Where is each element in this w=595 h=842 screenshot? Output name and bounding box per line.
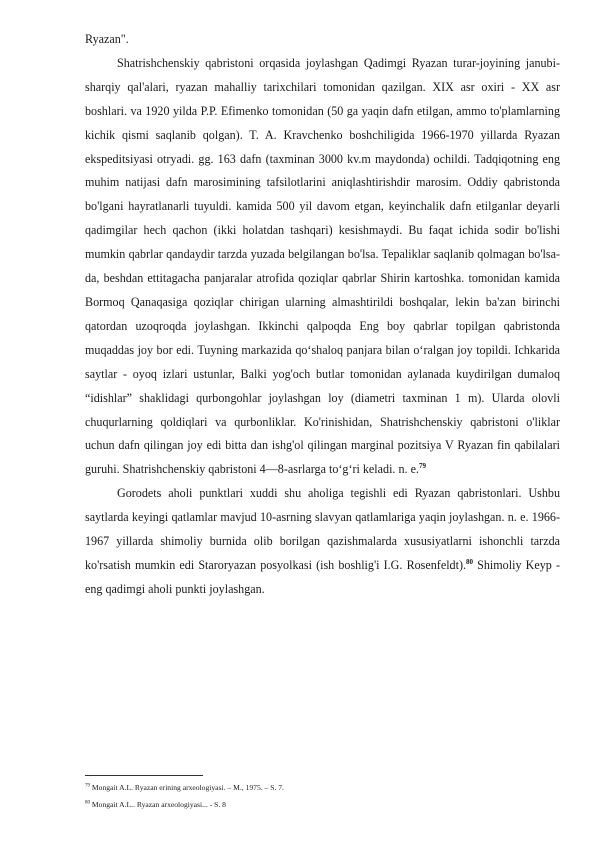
paragraph-2 — [85, 482, 560, 602]
footnote-text: Mongait A.L.. Ryazan arxeologiyasi... - S. 8 — [90, 800, 226, 809]
footnote-number: 79 — [85, 783, 90, 789]
footnotes — [85, 779, 560, 813]
paragraph-1-text: Shatrishchenskiy qabristoni orqasida joylashgan Qadimgi Ryazan turar-joyining janubi-sharqiy qal'alari, ryazan mahalliy tarixchilari tomonidan qazilgan. XIX asr oxiri - XX asr boshlari. va 1920 yilda P.P. Efimenko tomonidan (50 ga yaqin dafn etilgan, ammo to'plamlarning kichik qismi saqlanib qolgan). T. A. Kravchenko boshchiligida 1966-1970 yillarda Ryazan ekspeditsiyasi otryadi. gg. 163 dafn (taxminan 3000 kv.m maydonda) ochildi. Tadqiqotning eng muhim natijasi dafn marosimining tafsilotlarini aniqlashtirishdir marosim. Oddiy qabristonda bo'lgani hayratlanarli tuyuldi. kamida 500 yil davom etgan, keyinchalik dafn etilganlar deyarli qadimgilar hech qachon (ikki holatdan tashqari) kesishmaydi. Bu faqat ichida sodir bo'lishi mumkin qabrlar qandaydir tarzda yuzada belgilangan bo'lsa. Tepaliklar saqlanib qolmagan bo'lsa-da, beshdan ettitagacha panjaralar atrofida qoziqlar qabrlar Shirin kartoshka. tomonidan kamida Bormoq Qanaqasiga qoziqlar chirigan ularning almashtirildi boshqalar, lekin ba'zan birinchi qatordan uzoqroqda joylashgan. Ikkinchi qalpoqda Eng boy qabrlar topilgan qabristonda muqaddas joy bor edi. Tuyning markazida qo‘shaloq panjara bilan o‘ralgan joy topildi. Ichkarida saytlar - oyoq izlari ustunlar, Balki yog'och butlar tomonidan aylanada kuydirilgan dumaloq “idishlar” shaklidagi qurbongohlar joylashgan loy (diametri taxminan 1 m). Ularda olovli chuqurlarning qoldiqlari va qurbonliklar. Ko'rinishidan, Shatrishchenskiy qabristoni o'liklar uchun dafn qilingan joy edi bitta dan ishg'ol qilingan marginal pozitsiya V Ryazan fin qabilalari guruhi. Shatrishchenskiy qabristoni 4—8-asrlarga to‘g‘ri keladi. n. e. — [85, 55, 560, 477]
footnote-number: 80 — [85, 800, 90, 806]
footnote-ref-79[interactable]: 79 — [418, 462, 426, 471]
footnote-ref-80[interactable]: 80 — [466, 557, 474, 566]
lead-line: Ryazan". — [85, 32, 129, 46]
paragraph-2-tail: Shimoliy Keyp - eng qadimgi aholi punkti joylashgan. — [85, 557, 560, 596]
footnote-separator — [85, 775, 203, 776]
paragraph-2-text: Gorodets aholi punktlari xuddi shu aholiga tegishli edi Ryazan qabristonlari. Ushbu saytlarda keyingi qatlamlar mavjud 10-asrning slavyan qatlamlariga yaqin joylashgan. n. e. 1966-1967 yillarda shimoliy burnida olib borilgan qazishmalarda xususiyatlarni ishonchli tarzda ko'rsatish mumkin edi Staroryazan posyolkasi (ish boshlig'i I.G. Rosenfeldt). — [85, 486, 560, 572]
paragraph-1 — [85, 52, 560, 482]
footnote-80 — [85, 796, 560, 813]
document-body — [85, 28, 560, 602]
footnote-text: Mongait A.L. Ryazan erining arxeologiyasi. – M., 1975. – S. 7. — [90, 783, 284, 792]
footnote-79 — [85, 779, 560, 796]
